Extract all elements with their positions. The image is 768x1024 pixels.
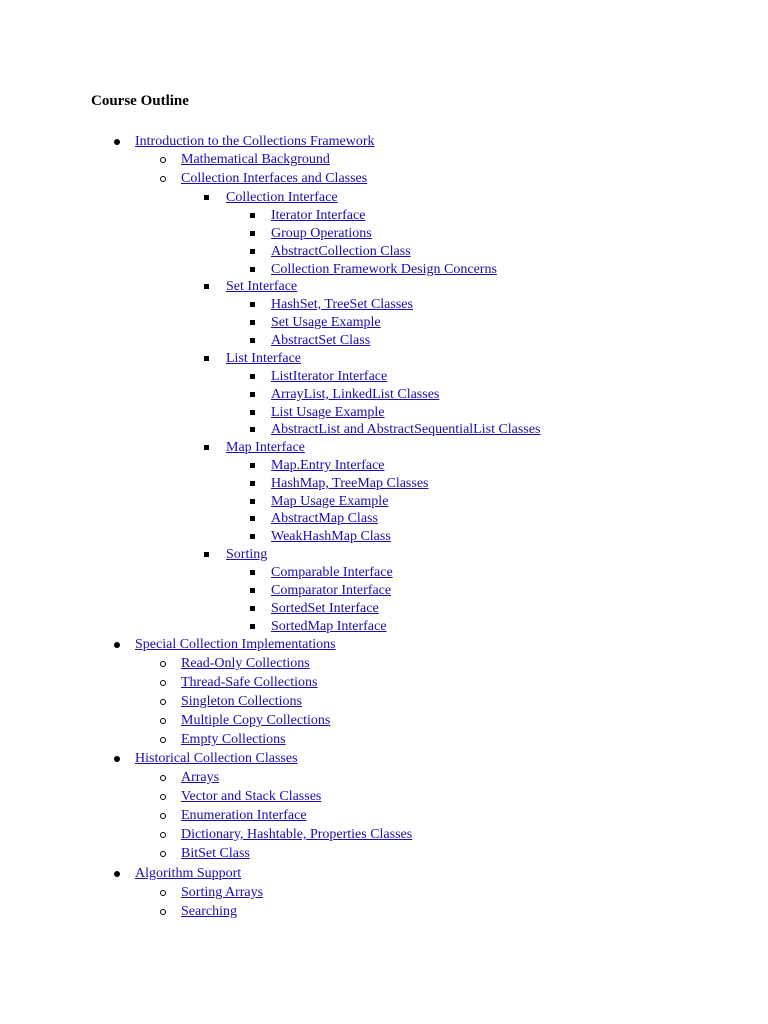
circle-bullet-icon bbox=[160, 718, 166, 724]
square-bullet-icon bbox=[204, 356, 209, 361]
outline-item-level-2 bbox=[0, 674, 768, 693]
outline-item-level-4 bbox=[0, 618, 768, 637]
circle-bullet-icon bbox=[160, 176, 166, 182]
circle-bullet-icon bbox=[160, 851, 166, 857]
outline-item-level-4 bbox=[0, 421, 768, 440]
outline-item-level-1 bbox=[0, 865, 768, 884]
outline-item-level-1 bbox=[0, 750, 768, 769]
circle-bullet-icon bbox=[160, 661, 166, 667]
outline-link[interactable]: Singleton Collections bbox=[181, 694, 302, 709]
outline-item-level-2 bbox=[0, 170, 768, 189]
outline-link[interactable]: WeakHashMap Class bbox=[271, 529, 391, 544]
circle-bullet-icon bbox=[160, 680, 166, 686]
outline-item-level-2 bbox=[0, 655, 768, 674]
disc-bullet-icon bbox=[114, 756, 120, 762]
outline-link[interactable]: AbstractList and AbstractSequentialList Classes bbox=[271, 422, 541, 437]
outline-link[interactable]: Sorting bbox=[226, 547, 268, 562]
outline-link[interactable]: Multiple Copy Collections bbox=[181, 713, 331, 728]
page-title: Course Outline bbox=[91, 93, 189, 109]
square-bullet-icon bbox=[250, 427, 255, 432]
outline-link[interactable]: AbstractMap Class bbox=[271, 511, 378, 526]
outline-link[interactable]: Arrays bbox=[181, 770, 220, 785]
outline-link[interactable]: Enumeration Interface bbox=[181, 808, 307, 823]
outline-link[interactable]: SortedSet Interface bbox=[271, 601, 379, 616]
outline-link[interactable]: Collection Interface bbox=[226, 190, 338, 205]
square-bullet-icon bbox=[250, 463, 255, 468]
square-bullet-icon bbox=[250, 249, 255, 254]
circle-bullet-icon bbox=[160, 832, 166, 838]
outline-link[interactable]: List Interface bbox=[226, 351, 302, 366]
outline-item-level-3 bbox=[0, 350, 768, 369]
square-bullet-icon bbox=[250, 392, 255, 397]
outline-item-level-3 bbox=[0, 278, 768, 297]
outline-link[interactable]: BitSet Class bbox=[181, 846, 250, 861]
outline-link[interactable]: Map.Entry Interface bbox=[271, 458, 385, 473]
outline-item-level-2 bbox=[0, 693, 768, 712]
circle-bullet-icon bbox=[160, 775, 166, 781]
outline-link[interactable]: Thread-Safe Collections bbox=[181, 675, 318, 690]
outline-link[interactable]: Collection Framework Design Concerns bbox=[271, 262, 497, 277]
outline-link[interactable]: Searching bbox=[181, 904, 237, 919]
square-bullet-icon bbox=[250, 338, 255, 343]
outline-item-level-4 bbox=[0, 225, 768, 244]
square-bullet-icon bbox=[204, 552, 209, 557]
outline-item-level-2 bbox=[0, 731, 768, 750]
outline-link[interactable]: ListIterator Interface bbox=[271, 369, 388, 384]
square-bullet-icon bbox=[250, 410, 255, 415]
outline-link[interactable]: Read-Only Collections bbox=[181, 656, 310, 671]
circle-bullet-icon bbox=[160, 813, 166, 819]
outline-item-level-4 bbox=[0, 243, 768, 262]
outline-item-level-4 bbox=[0, 564, 768, 583]
outline-link[interactable]: Map Usage Example bbox=[271, 494, 389, 509]
disc-bullet-icon bbox=[114, 642, 120, 648]
outline-item-level-1 bbox=[0, 133, 768, 152]
outline-link[interactable]: Comparable Interface bbox=[271, 565, 393, 580]
outline-item-level-2 bbox=[0, 807, 768, 826]
outline-item-level-3 bbox=[0, 439, 768, 458]
square-bullet-icon bbox=[250, 570, 255, 575]
outline-link[interactable]: Dictionary, Hashtable, Properties Classes bbox=[181, 827, 413, 842]
outline-link[interactable]: Empty Collections bbox=[181, 732, 286, 747]
square-bullet-icon bbox=[250, 320, 255, 325]
outline-link[interactable]: Algorithm Support bbox=[135, 866, 242, 881]
square-bullet-icon bbox=[250, 302, 255, 307]
outline-item-level-2 bbox=[0, 151, 768, 170]
outline-item-level-2 bbox=[0, 884, 768, 903]
disc-bullet-icon bbox=[114, 139, 120, 145]
disc-bullet-icon bbox=[114, 871, 120, 877]
square-bullet-icon bbox=[204, 284, 209, 289]
square-bullet-icon bbox=[250, 516, 255, 521]
outline-link[interactable]: Collection Interfaces and Classes bbox=[181, 171, 368, 186]
square-bullet-icon bbox=[204, 195, 209, 200]
outline-link[interactable]: HashSet, TreeSet Classes bbox=[271, 297, 413, 312]
outline-item-level-4 bbox=[0, 600, 768, 619]
outline-item-level-4 bbox=[0, 510, 768, 529]
outline-item-level-2 bbox=[0, 788, 768, 807]
outline-item-level-4 bbox=[0, 475, 768, 494]
circle-bullet-icon bbox=[160, 794, 166, 800]
square-bullet-icon bbox=[250, 231, 255, 236]
circle-bullet-icon bbox=[160, 737, 166, 743]
outline-item-level-1 bbox=[0, 636, 768, 655]
outline-item-level-4 bbox=[0, 386, 768, 405]
outline-item-level-4 bbox=[0, 332, 768, 351]
circle-bullet-icon bbox=[160, 157, 166, 163]
outline-item-level-2 bbox=[0, 826, 768, 845]
square-bullet-icon bbox=[250, 213, 255, 218]
outline-item-level-2 bbox=[0, 903, 768, 922]
outline-link[interactable]: Map Interface bbox=[226, 440, 305, 455]
outline-link[interactable]: AbstractCollection Class bbox=[271, 244, 411, 259]
outline-link[interactable]: Vector and Stack Classes bbox=[181, 789, 322, 804]
outline-item-level-3 bbox=[0, 189, 768, 208]
outline-item-level-2 bbox=[0, 769, 768, 788]
outline-link[interactable]: Iterator Interface bbox=[271, 208, 366, 223]
outline-link[interactable]: Historical Collection Classes bbox=[135, 751, 298, 766]
outline-link[interactable]: Mathematical Background bbox=[181, 152, 330, 167]
outline-item-level-4 bbox=[0, 457, 768, 476]
outline-link[interactable]: Sorting Arrays bbox=[181, 885, 264, 900]
outline-item-level-3 bbox=[0, 546, 768, 565]
outline-link[interactable]: SortedMap Interface bbox=[271, 619, 387, 634]
square-bullet-icon bbox=[250, 374, 255, 379]
outline-link[interactable]: Set Usage Example bbox=[271, 315, 381, 330]
square-bullet-icon bbox=[250, 481, 255, 486]
outline-item-level-4 bbox=[0, 207, 768, 226]
outline-item-level-4 bbox=[0, 314, 768, 333]
square-bullet-icon bbox=[250, 624, 255, 629]
outline-link[interactable]: AbstractSet Class bbox=[271, 333, 371, 348]
square-bullet-icon bbox=[250, 588, 255, 593]
outline-item-level-4 bbox=[0, 296, 768, 315]
outline-item-level-4 bbox=[0, 368, 768, 387]
outline-link[interactable]: HashMap, TreeMap Classes bbox=[271, 476, 429, 491]
outline-link[interactable]: ArrayList, LinkedList Classes bbox=[271, 387, 440, 402]
circle-bullet-icon bbox=[160, 890, 166, 896]
outline-item-level-2 bbox=[0, 712, 768, 731]
outline-link[interactable]: Group Operations bbox=[271, 226, 372, 241]
outline-link[interactable]: Set Interface bbox=[226, 279, 298, 294]
square-bullet-icon bbox=[250, 534, 255, 539]
circle-bullet-icon bbox=[160, 909, 166, 915]
outline-link[interactable]: List Usage Example bbox=[271, 405, 385, 420]
square-bullet-icon bbox=[204, 445, 209, 450]
outline-link[interactable]: Introduction to the Collections Framework bbox=[135, 134, 375, 149]
square-bullet-icon bbox=[250, 499, 255, 504]
outline-item-level-4 bbox=[0, 528, 768, 547]
outline-link[interactable]: Special Collection Implementations bbox=[135, 637, 336, 652]
outline-item-level-4 bbox=[0, 582, 768, 601]
outline-link[interactable]: Comparator Interface bbox=[271, 583, 392, 598]
outline-item-level-2 bbox=[0, 845, 768, 864]
square-bullet-icon bbox=[250, 606, 255, 611]
square-bullet-icon bbox=[250, 267, 255, 272]
circle-bullet-icon bbox=[160, 699, 166, 705]
